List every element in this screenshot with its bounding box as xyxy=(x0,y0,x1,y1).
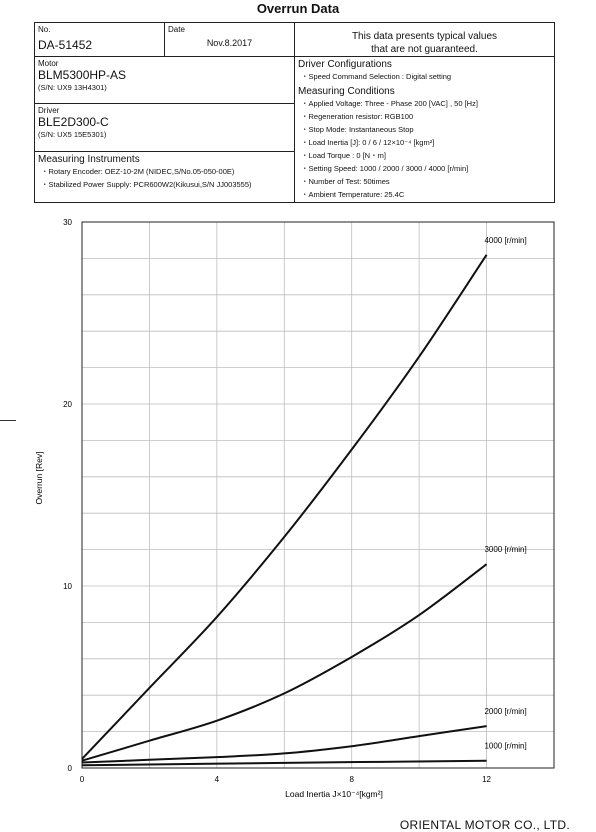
doc-number-label: No. xyxy=(38,25,51,34)
driver-config-heading: Driver Configurations xyxy=(298,59,392,70)
x-tick-label: 4 xyxy=(214,775,220,784)
condition-item: ・Load Inertia [J]: 0 / 6 / 12×10⁻⁴ [kgm²] xyxy=(301,138,435,147)
driver-config-item: ・Speed Command Selection : Digital setting xyxy=(301,72,452,81)
instrument-item: ・Rotary Encoder: OEZ-10-2M (NIDEC,S/No.05-050-00E) xyxy=(41,166,235,176)
chart-tick-labels xyxy=(63,218,491,784)
motor-model: BLM5300HP-AS xyxy=(38,68,127,82)
company-name: ORIENTAL MOTOR CO., LTD. xyxy=(399,818,570,832)
y-tick-label: 20 xyxy=(63,400,72,409)
series-label: 3000 [r/min] xyxy=(484,545,527,555)
instrument-item: ・Stabilized Power Supply: PCR600W2(Kikusui,S/N JJ003555) xyxy=(41,179,252,189)
x-axis-label: Load Inertia J×10⁻⁴[kgm²] xyxy=(285,789,383,799)
doc-number-value: DA-51452 xyxy=(38,38,93,52)
y-axis-label: Overrun [Rev] xyxy=(34,451,44,505)
series-label: 2000 [r/min] xyxy=(484,707,527,717)
y-tick-label: 10 xyxy=(63,582,72,591)
disclaimer-line-1: This data presents typical values xyxy=(351,31,498,42)
condition-item: ・Ambient Temperature: 25.4C xyxy=(301,190,405,199)
condition-item: ・Applied Voltage: Three - Phase 200 [VAC] , 50 [Hz] xyxy=(301,99,478,108)
series-label: 4000 [r/min] xyxy=(484,235,527,245)
date-value: Nov.8.2017 xyxy=(206,38,253,48)
conditions-heading: Measuring Conditions xyxy=(298,86,395,97)
page-title: Overrun Data xyxy=(256,1,340,16)
motor-serial: (S/N: UX9 13H4301) xyxy=(38,83,107,92)
y-tick-label: 30 xyxy=(63,218,72,227)
condition-item: ・Number of Test: 50times xyxy=(301,177,390,186)
series-label: 1000 [r/min] xyxy=(484,741,527,751)
disclaimer-line-2: that are not guaranteed. xyxy=(371,44,478,55)
x-tick-label: 12 xyxy=(482,775,492,784)
x-tick-label: 8 xyxy=(349,775,354,784)
driver-serial: (S/N: UX5 15E5301) xyxy=(38,130,107,140)
condition-item: ・Regeneration resistor: RGB100 xyxy=(301,112,414,121)
driver-label: Driver xyxy=(38,106,60,116)
chart-series-labels xyxy=(484,236,526,751)
condition-item: ・Setting Speed: 1000 / 2000 / 3000 / 4000 [r/min] xyxy=(301,164,469,173)
instruments-heading: Measuring Instruments xyxy=(38,153,140,165)
y-tick-label: 0 xyxy=(67,764,72,773)
x-tick-label: 0 xyxy=(79,775,85,784)
condition-item: ・Load Torque : 0 [N・m] xyxy=(301,151,386,160)
date-label: Date xyxy=(168,25,185,34)
driver-model: BLE2D300-C xyxy=(38,115,109,130)
motor-label: Motor xyxy=(38,59,59,68)
condition-item: ・Stop Mode: Instantaneous Stop xyxy=(301,125,414,134)
